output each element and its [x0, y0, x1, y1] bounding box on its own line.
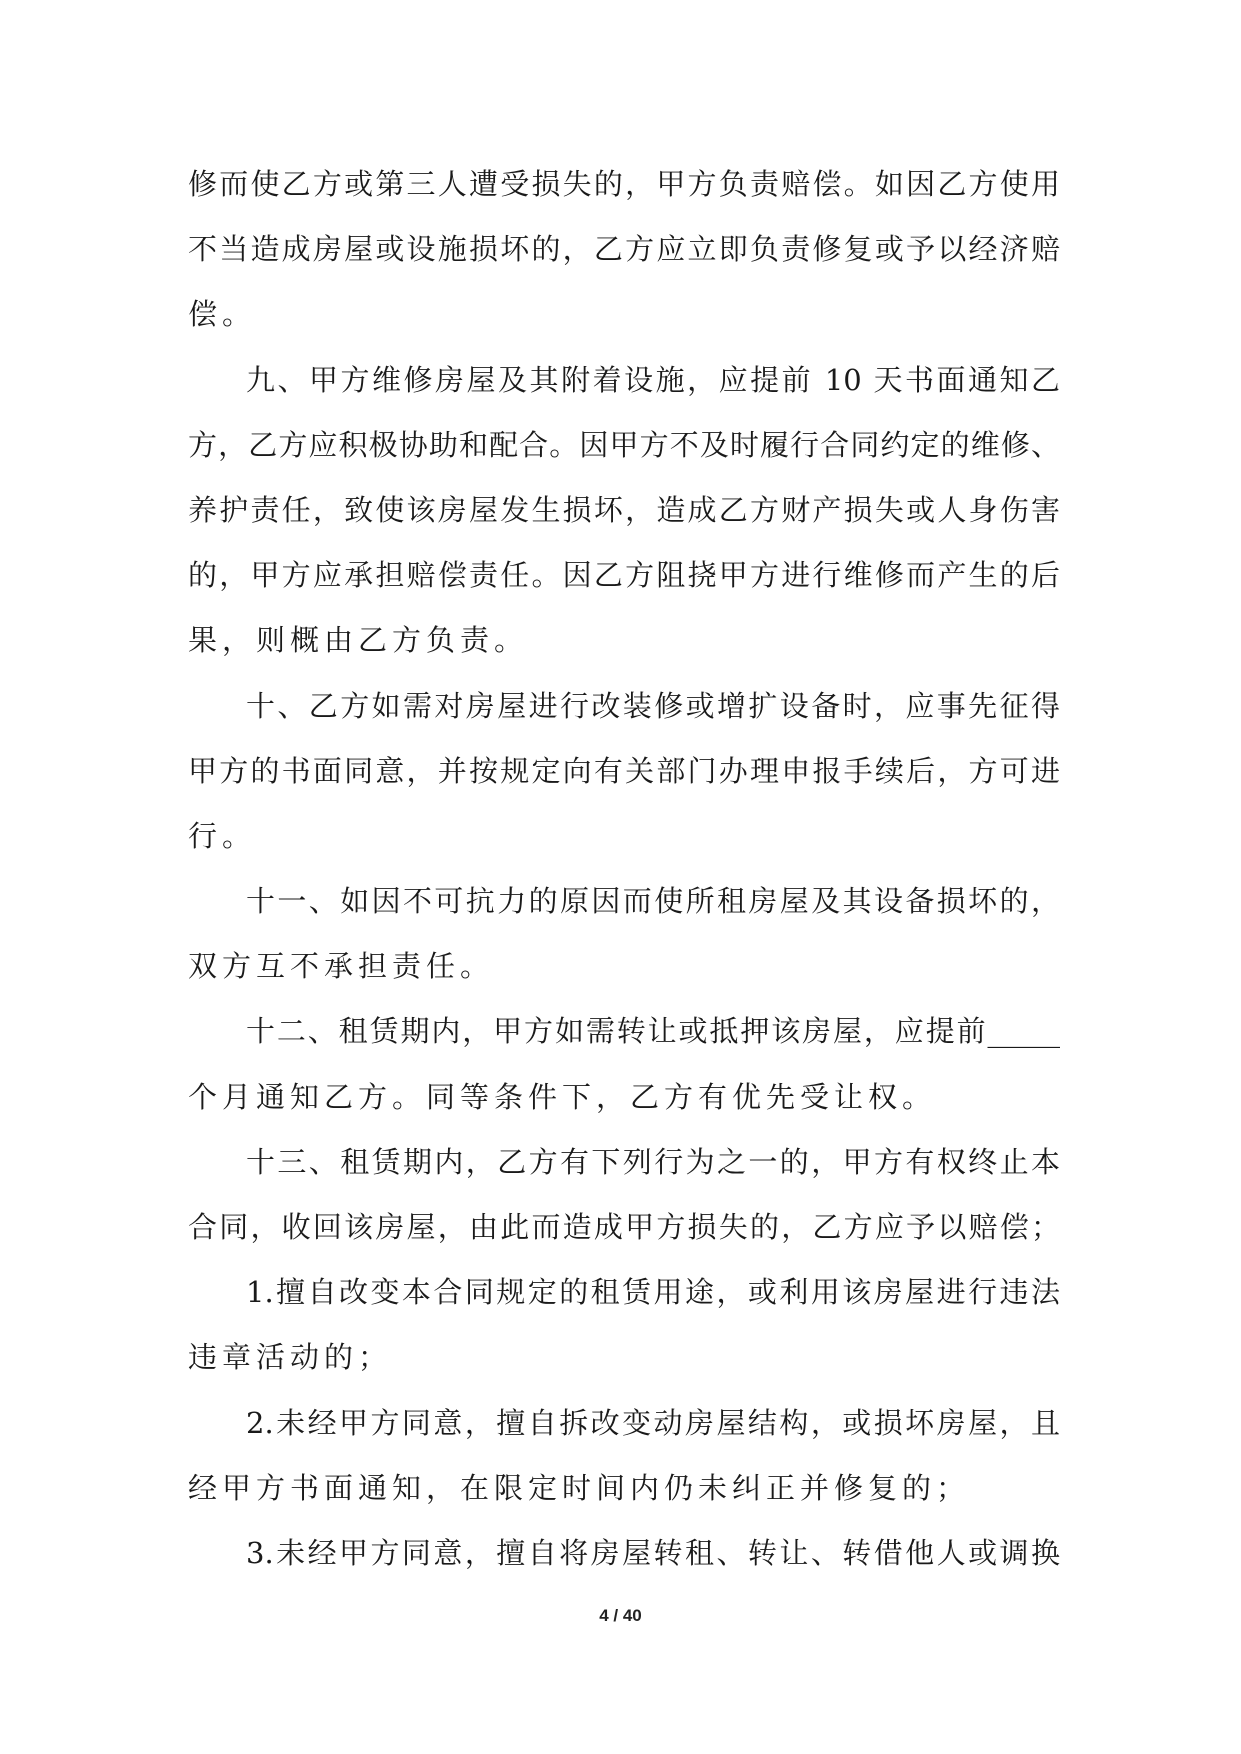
text-line: 个月通知乙方。同等条件下，乙方有优先受让权。: [188, 1079, 937, 1114]
text-line: 九、甲方维修房屋及其附着设施，应提前 10 天书面通知乙: [246, 362, 1060, 397]
text-line: 十、乙方如需对房屋进行改装修或增扩设备时，应事先征得: [246, 688, 1060, 723]
text-line: 2.未经甲方同意，擅自拆改变动房屋结构，或损坏房屋，且: [246, 1405, 1060, 1440]
text-line: 不当造成房屋或设施损坏的，乙方应立即负责修复或予以经济赔: [188, 232, 1060, 267]
text-line: 养护责任，致使该房屋发生损坏，造成乙方财产损失或人身伤害: [188, 492, 1060, 527]
text-line: 十三、租赁期内，乙方有下列行为之一的，甲方有权终止本: [246, 1144, 1060, 1179]
text-line: 方，乙方应积极协助和配合。因甲方不及时履行合同约定的维修、: [188, 427, 1060, 462]
text-line: 3.未经甲方同意，擅自将房屋转租、转让、转借他人或调换: [246, 1535, 1060, 1570]
text-line: 违章活动的；: [188, 1340, 393, 1375]
page-number: 4 / 40: [599, 1606, 642, 1625]
text-line: 行。: [188, 818, 257, 853]
text-line: 十二、租赁期内，甲方如需转让或抵押该房屋，应提前_____: [246, 1014, 1060, 1049]
text-line: 经甲方书面通知，在限定时间内仍未纠正并修复的；: [188, 1470, 971, 1505]
text-line: 果，则概由乙方负责。: [188, 623, 529, 658]
text-line: 十一、如因不可抗力的原因而使所租房屋及其设备损坏的，: [246, 884, 1060, 919]
text-line: 1.擅自改变本合同规定的租赁用途，或利用该房屋进行违法: [246, 1275, 1060, 1310]
text-line: 偿。: [188, 297, 257, 332]
text-line: 双方互不承担责任。: [188, 949, 495, 984]
document-body: [188, 152, 1060, 1586]
text-line: 甲方的书面同意，并按规定向有关部门办理申报手续后，方可进: [188, 753, 1060, 788]
text-line: 的，甲方应承担赔偿责任。因乙方阻挠甲方进行维修而产生的后: [188, 558, 1060, 593]
text-line: 修而使乙方或第三人遭受损失的，甲方负责赔偿。如因乙方使用: [188, 167, 1060, 201]
text-line: 合同，收回该房屋，由此而造成甲方损失的，乙方应予以赔偿；: [188, 1210, 1060, 1244]
